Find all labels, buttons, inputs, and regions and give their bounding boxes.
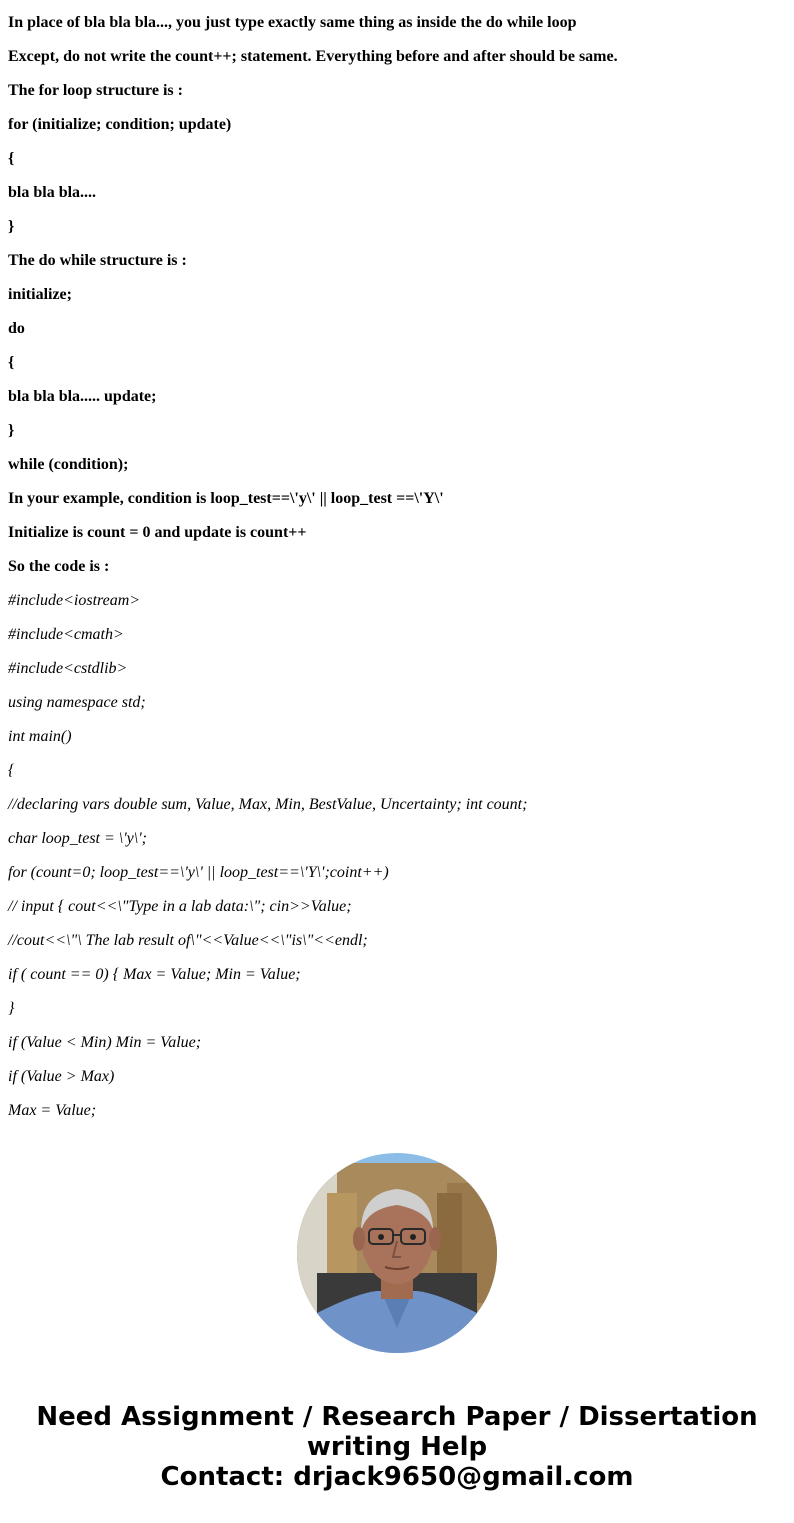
document-line: for (count=0; loop_test==\'y\' || loop_test==\'Y\';coint++) <box>8 864 389 881</box>
document-line: initialize; <box>8 286 72 303</box>
document-line: The for loop structure is : <box>8 82 183 99</box>
help-banner-line1: Need Assignment / Research Paper / Dissertation <box>36 1402 758 1432</box>
document-line: #include<cmath> <box>8 626 124 643</box>
document-line: int main() <box>8 728 72 745</box>
contact-email: Contact: drjack9650@gmail.com <box>160 1462 634 1492</box>
document-line: In your example, condition is loop_test==\'y\' || loop_test ==\'Y\' <box>8 490 444 507</box>
document-line: #include<cstdlib> <box>8 660 128 677</box>
document-line: for (initialize; condition; update) <box>8 116 232 133</box>
document-line: if ( count == 0) { Max = Value; Min = Value; <box>8 966 301 983</box>
document-line: Except, do not write the count++; statement. Everything before and after should be same. <box>8 48 618 65</box>
document-line: while (condition); <box>8 456 129 473</box>
document-line: #include<iostream> <box>8 592 141 609</box>
document-line: { <box>8 150 15 167</box>
document-line: using namespace std; <box>8 694 146 711</box>
document-line: Initialize is count = 0 and update is count++ <box>8 524 307 541</box>
author-photo <box>297 1153 497 1353</box>
help-banner-line2: writing Help <box>306 1432 488 1462</box>
document-line: { <box>8 762 15 779</box>
document-line: do <box>8 320 25 337</box>
help-banner <box>0 1402 794 1492</box>
document-line: if (Value < Min) Min = Value; <box>8 1034 202 1051</box>
document-line: Max = Value; <box>8 1102 97 1119</box>
document-line: if (Value > Max) <box>8 1068 115 1085</box>
document-line: } <box>8 422 15 439</box>
document-line: //declaring vars double sum, Value, Max, Min, BestValue, Uncertainty; int count; <box>8 796 528 813</box>
document-line: // input { cout<<\"Type in a lab data:\"; cin>>Value; <box>8 898 352 915</box>
document-line: bla bla bla..... update; <box>8 388 157 405</box>
document-line: bla bla bla.... <box>8 184 97 201</box>
document-line: char loop_test = \'y\'; <box>8 830 147 847</box>
document-line: In place of bla bla bla..., you just type exactly same thing as inside the do while loop <box>8 14 577 31</box>
document-line: { <box>8 354 15 371</box>
document-line: } <box>8 218 15 235</box>
document-line: //cout<<\"\ The lab result of\"<<Value<<\"is\"<<endl; <box>8 932 368 949</box>
document-line: So the code is : <box>8 558 110 575</box>
author-avatar <box>297 1153 497 1353</box>
document-line: } <box>8 1000 15 1017</box>
document-line: The do while structure is : <box>8 252 187 269</box>
